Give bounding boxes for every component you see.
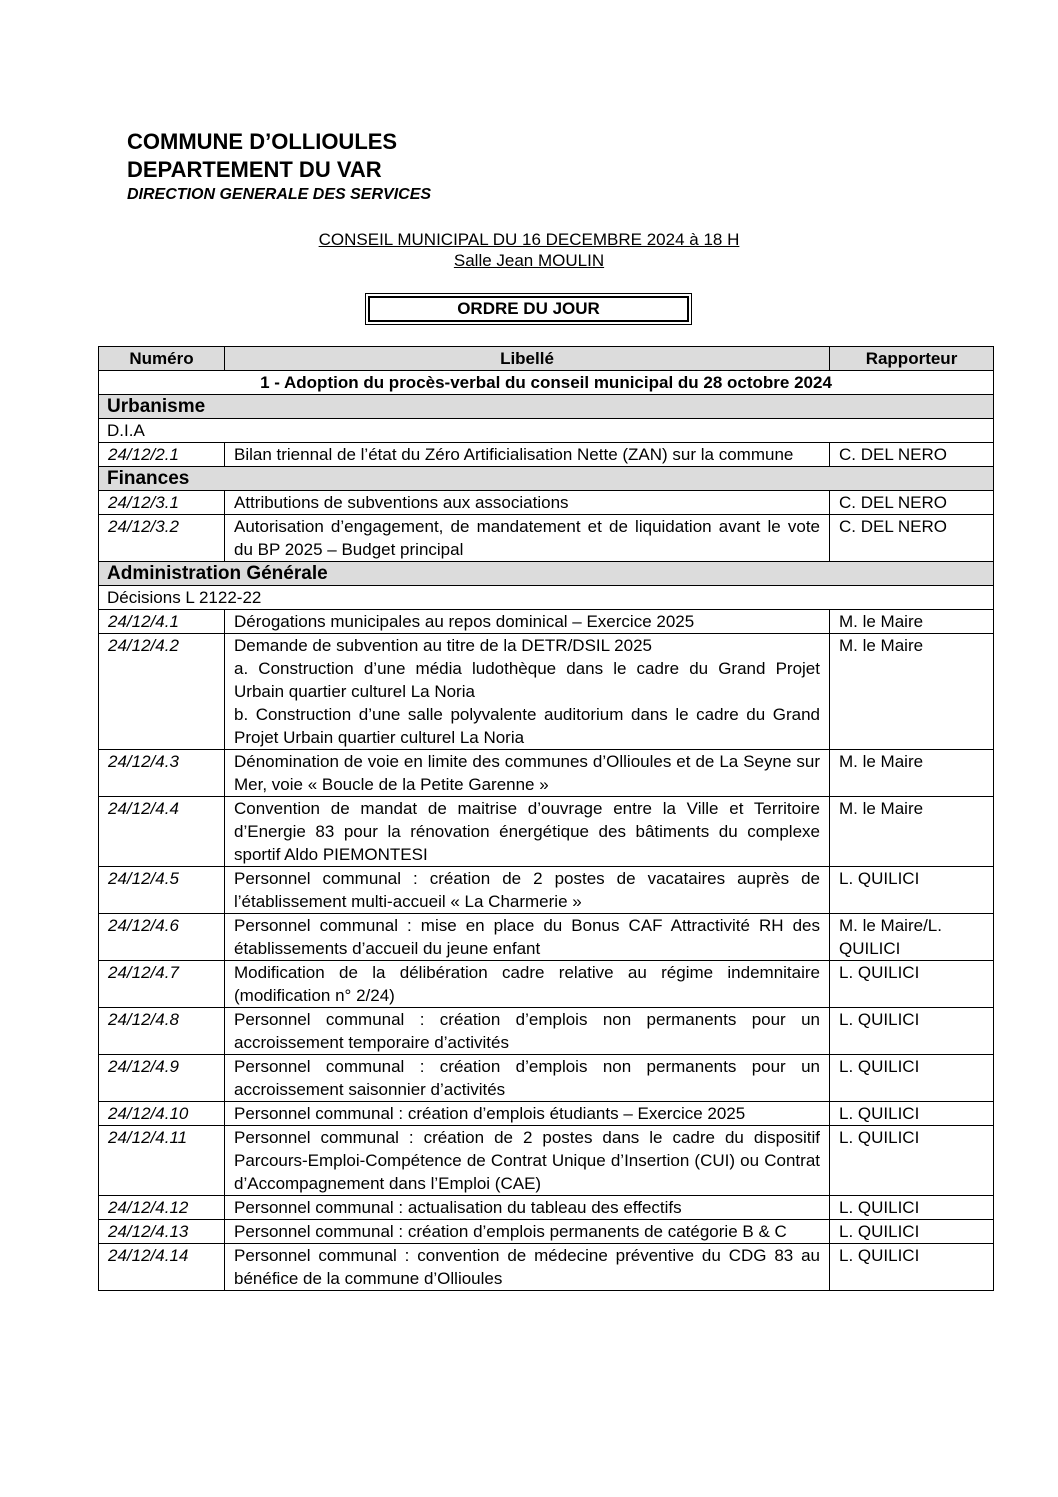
item-rapporteur: L. QUILICI — [830, 1244, 994, 1291]
section-row — [99, 395, 994, 419]
header-rapporteur: Rapporteur — [830, 347, 994, 371]
item-label: Personnel communal : mise en place du Bonus CAF Attractivité RH des établissements d’accueil du jeune enfant — [225, 914, 830, 961]
item-label: Dénomination de voie en limite des communes d’Ollioules et de La Seyne sur Mer, voie « Boucle de la Petite Garenne » — [225, 750, 830, 797]
header-libelle: Libellé — [225, 347, 830, 371]
table-row — [99, 1102, 994, 1126]
section-finances: Finances — [99, 467, 994, 491]
item-number: 24/12/4.12 — [99, 1196, 225, 1220]
item-number: 24/12/4.9 — [99, 1055, 225, 1102]
section-administration: Administration Générale — [99, 562, 994, 586]
table-row — [99, 371, 994, 395]
subsection-decisions: Décisions L 2122-22 — [99, 586, 994, 610]
table-row — [99, 750, 994, 797]
item-label: Personnel communal : création d’emplois permanents de catégorie B & C — [225, 1220, 830, 1244]
table-row — [99, 634, 994, 750]
item-rapporteur: L. QUILICI — [830, 1102, 994, 1126]
table-row — [99, 1055, 994, 1102]
meeting-info — [0, 229, 1058, 271]
item-number: 24/12/4.8 — [99, 1008, 225, 1055]
item-rapporteur: L. QUILICI — [830, 1055, 994, 1102]
item-number: 24/12/4.10 — [99, 1102, 225, 1126]
meeting-title: CONSEIL MUNICIPAL DU 16 DECEMBRE 2024 à 18 H — [318, 230, 740, 249]
item-number: 24/12/4.4 — [99, 797, 225, 867]
item-label: Personnel communal : création d’emplois étudiants – Exercice 2025 — [225, 1102, 830, 1126]
item-label-line: Demande de subvention au titre de la DETR/DSIL 2025 — [234, 636, 653, 655]
item-label: Modification de la délibération cadre relative au régime indemnitaire (modification n° 2/24) — [225, 961, 830, 1008]
item-label — [225, 634, 830, 750]
header-numero: Numéro — [99, 347, 225, 371]
direction-subtitle: DIRECTION GENERALE DES SERVICES — [127, 186, 432, 203]
item-label: Bilan triennal de l’état du Zéro Artificialisation Nette (ZAN) sur la commune — [225, 443, 830, 467]
document-header — [127, 128, 431, 205]
table-row — [99, 443, 994, 467]
commune-title: COMMUNE D’OLLIOULES — [127, 129, 398, 154]
ordre-du-jour-box — [365, 293, 692, 325]
table-row — [99, 961, 994, 1008]
item-label: Personnel communal : création d’emplois non permanents pour un accroissement temporaire d’activités — [225, 1008, 830, 1055]
item-label: Personnel communal : actualisation du tableau des effectifs — [225, 1196, 830, 1220]
item-rapporteur: L. QUILICI — [830, 961, 994, 1008]
item-number: 24/12/3.1 — [99, 491, 225, 515]
item-rapporteur: L. QUILICI — [830, 1008, 994, 1055]
table-row — [99, 610, 994, 634]
item-label-line: a. Construction d’une média ludothèque dans le cadre du Grand Projet Urbain quartier culturel La Noria — [234, 659, 820, 701]
item-rapporteur: C. DEL NERO — [830, 515, 994, 562]
table-row — [99, 1196, 994, 1220]
item-rapporteur: M. le Maire — [830, 797, 994, 867]
meeting-location: Salle Jean MOULIN — [453, 251, 605, 270]
item-rapporteur: M. le Maire — [830, 750, 994, 797]
item-rapporteur: L. QUILICI — [830, 1126, 994, 1196]
item-label-line: b. Construction d’une salle polyvalente auditorium dans le cadre du Grand Projet Urbain quartier culturel La Noria — [234, 705, 820, 747]
item-number: 24/12/4.13 — [99, 1220, 225, 1244]
ordre-du-jour-title: ORDRE DU JOUR — [368, 296, 689, 322]
subsection-dia: D.I.A — [99, 419, 994, 443]
item-number: 24/12/2.1 — [99, 443, 225, 467]
item-number: 24/12/4.14 — [99, 1244, 225, 1291]
section-urbanisme: Urbanisme — [99, 395, 994, 419]
subsection-row — [99, 419, 994, 443]
item-label: Attributions de subventions aux associations — [225, 491, 830, 515]
departement-title: DEPARTEMENT DU VAR — [127, 157, 382, 182]
item-rapporteur: M. le Maire — [830, 634, 994, 750]
item-number: 24/12/4.1 — [99, 610, 225, 634]
table-row — [99, 867, 994, 914]
table-row — [99, 914, 994, 961]
table-row — [99, 515, 994, 562]
item-number: 24/12/4.6 — [99, 914, 225, 961]
table-header-row — [99, 347, 994, 371]
item-number: 24/12/3.2 — [99, 515, 225, 562]
item-rapporteur: L. QUILICI — [830, 867, 994, 914]
item-rapporteur: L. QUILICI — [830, 1220, 994, 1244]
item-number: 24/12/4.3 — [99, 750, 225, 797]
item-rapporteur: M. le Maire — [830, 610, 994, 634]
item-label: Personnel communal : création d’emplois non permanents pour un accroissement saisonnier d’activités — [225, 1055, 830, 1102]
subsection-row — [99, 586, 994, 610]
item-label: Personnel communal : convention de médecine préventive du CDG 83 au bénéfice de la commune d’Ollioules — [225, 1244, 830, 1291]
section-row — [99, 562, 994, 586]
item-number: 24/12/4.2 — [99, 634, 225, 750]
item-number: 24/12/4.5 — [99, 867, 225, 914]
item-number: 24/12/4.11 — [99, 1126, 225, 1196]
agenda-table — [98, 346, 994, 1291]
item-number: 24/12/4.7 — [99, 961, 225, 1008]
item-label: Personnel communal : création de 2 postes de vacataires auprès de l’établissement multi-accueil « La Charmerie » — [225, 867, 830, 914]
item-label: Dérogations municipales au repos dominical – Exercice 2025 — [225, 610, 830, 634]
item-rapporteur: C. DEL NERO — [830, 491, 994, 515]
table-row — [99, 491, 994, 515]
item-rapporteur: M. le Maire/L. QUILICI — [830, 914, 994, 961]
item-label: Personnel communal : création de 2 postes dans le cadre du dispositif Parcours-Emploi-Compétence de Contrat Unique d’Insertion (CUI) ou Contrat d’Accompagnement dans l’Emploi (CAE) — [225, 1126, 830, 1196]
item-rapporteur: L. QUILICI — [830, 1196, 994, 1220]
item-label: Convention de mandat de maitrise d’ouvrage entre la Ville et Territoire d’Energie 83 pour la rénovation énergétique des bâtiments du complexe sportif Aldo PIEMONTESI — [225, 797, 830, 867]
section-row — [99, 467, 994, 491]
table-row — [99, 797, 994, 867]
table-row — [99, 1220, 994, 1244]
table-row — [99, 1244, 994, 1291]
table-row — [99, 1008, 994, 1055]
item-1-label: 1 - Adoption du procès-verbal du conseil municipal du 28 octobre 2024 — [99, 371, 994, 395]
item-rapporteur: C. DEL NERO — [830, 443, 994, 467]
table-row — [99, 1126, 994, 1196]
item-label: Autorisation d’engagement, de mandatement et de liquidation avant le vote du BP 2025 – Budget principal — [225, 515, 830, 562]
